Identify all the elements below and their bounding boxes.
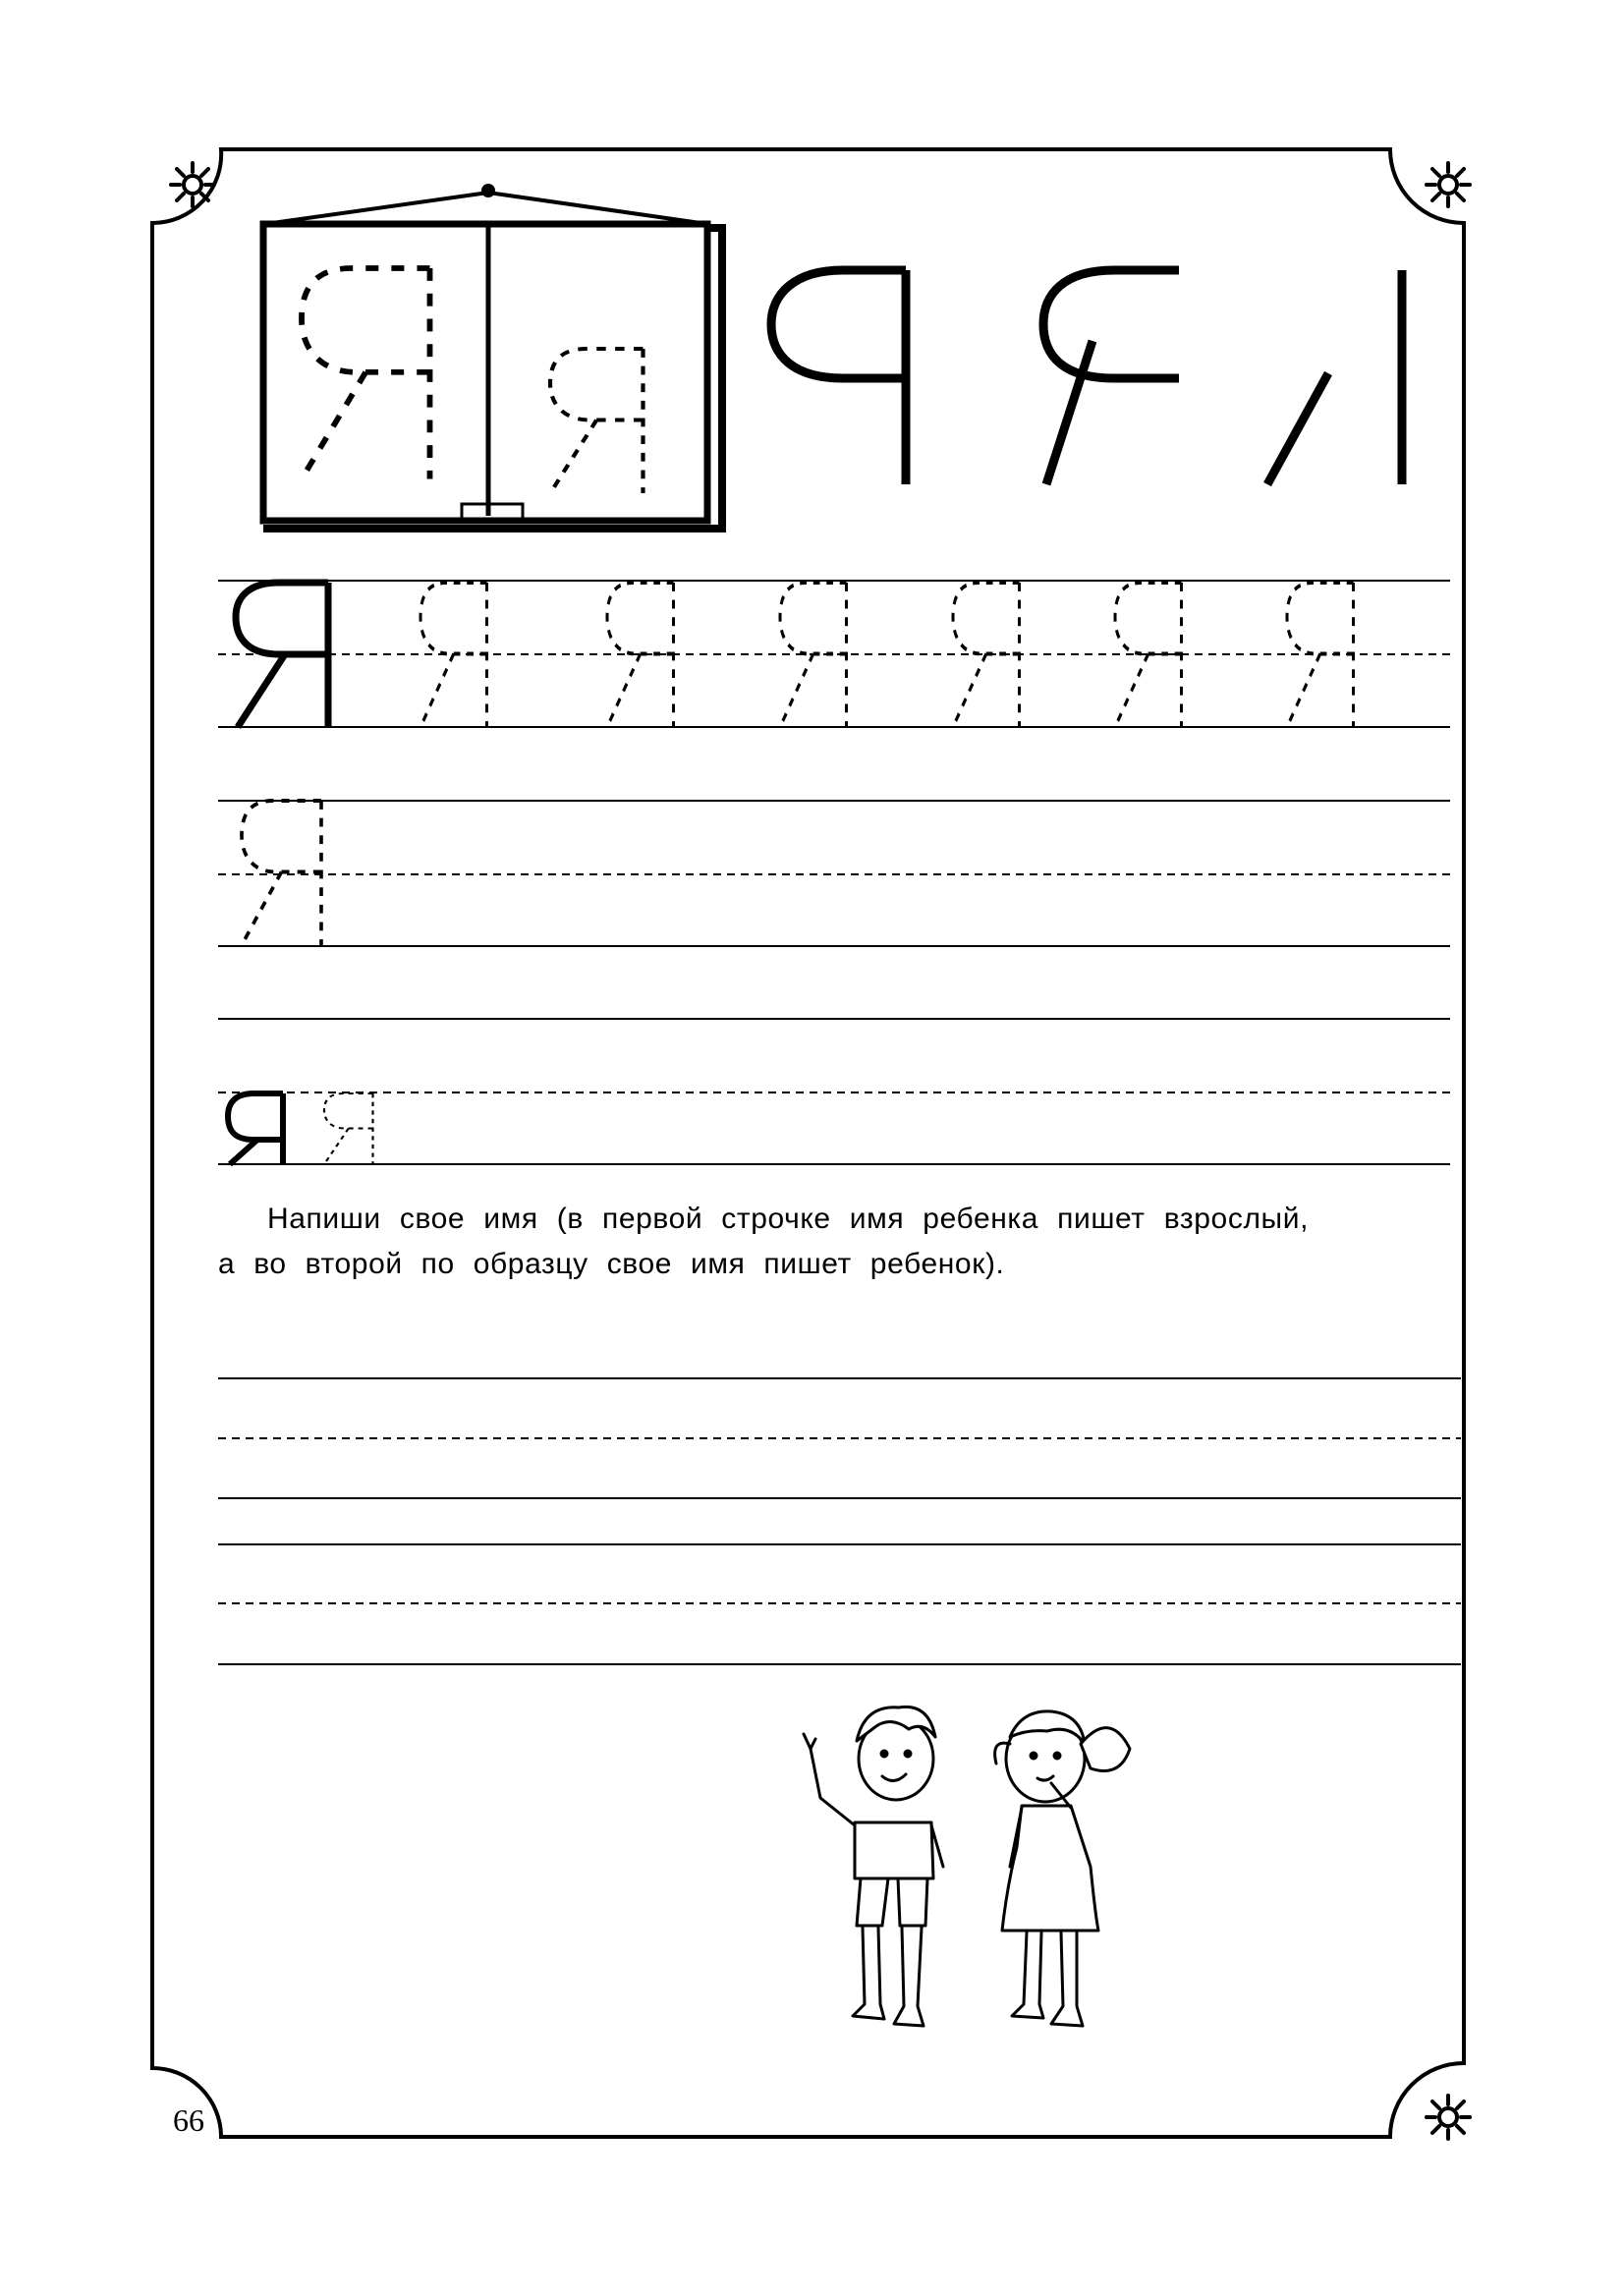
sun-icon	[1427, 2096, 1470, 2139]
name-writing-lines	[218, 1378, 1461, 1664]
sun-icon	[171, 163, 214, 206]
instruction-text: Напиши свое имя (в первой строчке имя ребенка пишет взрослый, а во второй по образцу свое имя пишет ребенок).	[218, 1203, 1309, 1280]
tracing-row-small	[218, 1092, 1450, 1164]
page-number: 66	[173, 2102, 204, 2138]
letter-parts	[771, 270, 1402, 484]
tracing-row-single	[218, 801, 1450, 1019]
sun-icon	[1427, 163, 1470, 206]
page-frame	[152, 149, 1464, 2137]
blackboard-illustration	[263, 184, 722, 529]
tracing-row-large	[218, 581, 1450, 727]
kids-illustration	[804, 1707, 1130, 2026]
